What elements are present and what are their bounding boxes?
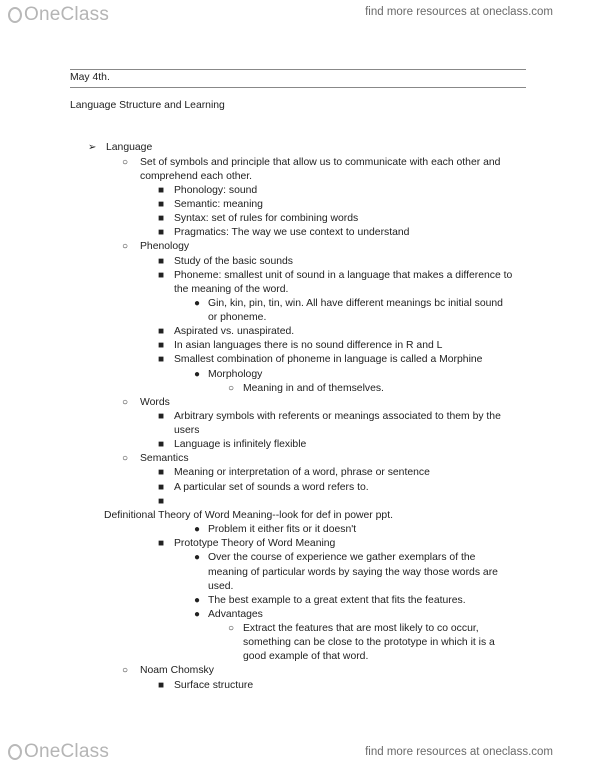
note-bullet: ■ bbox=[158, 482, 165, 493]
note-line: the meaning of the word. bbox=[174, 284, 289, 295]
note-line: Aspirated vs. unaspirated. bbox=[174, 326, 295, 337]
note-line: A particular set of sounds a word refers to. bbox=[174, 482, 369, 493]
note-line: Over the course of experience we gather exemplars of the bbox=[208, 552, 476, 563]
note-bullet: ■ bbox=[158, 185, 165, 196]
note-line: Extract the features that are most likely to co occur, bbox=[243, 623, 479, 634]
note-bullet: ○ bbox=[122, 241, 129, 252]
note-line: Gin, kin, pin, tin, win. All have different meanings bc initial sound bbox=[208, 298, 503, 309]
note-bullet: ■ bbox=[158, 538, 165, 549]
note-line: Language is infinitely flexible bbox=[174, 439, 307, 450]
note-line: Study of the basic sounds bbox=[174, 256, 293, 267]
note-line: good example of that word. bbox=[243, 651, 369, 662]
note-line: Definitional Theory of Word Meaning--look for def in power ppt. bbox=[104, 510, 393, 521]
note-line: Morphology bbox=[208, 369, 263, 380]
note-line: Language bbox=[106, 142, 153, 153]
logo-text: OneClass bbox=[24, 741, 110, 762]
note-line: comprehend each other. bbox=[140, 171, 253, 182]
note-line: The best example to a great extent that fits the features. bbox=[208, 595, 466, 606]
note-bullet: ■ bbox=[158, 439, 165, 450]
note-line: Words bbox=[140, 397, 170, 408]
note-bullet: ■ bbox=[158, 354, 165, 365]
note-bullet: ○ bbox=[122, 453, 129, 464]
note-line: Phonology: sound bbox=[174, 185, 258, 196]
note-line: users bbox=[174, 425, 200, 436]
note-bullet: ○ bbox=[228, 383, 235, 394]
note-line: Smallest combination of phoneme in language is called a Morphine bbox=[174, 354, 483, 365]
note-line: used. bbox=[208, 581, 234, 592]
note-line: Syntax: set of rules for combining words bbox=[174, 213, 359, 224]
note-line: Prototype Theory of Word Meaning bbox=[174, 538, 336, 549]
note-line: Problem it either fits or it doesn't bbox=[208, 524, 357, 535]
note-line: Surface structure bbox=[174, 680, 254, 691]
note-bullet: ○ bbox=[122, 397, 129, 408]
note-bullet: ■ bbox=[158, 340, 165, 351]
note-bullet: ● bbox=[194, 369, 201, 380]
date-divider bbox=[70, 87, 526, 88]
note-line: Arbitrary symbols with referents or meanings associated to them by the bbox=[174, 411, 501, 422]
note-bullet: ■ bbox=[158, 680, 165, 691]
note-date: May 4th. bbox=[70, 72, 110, 83]
note-bullet: ● bbox=[194, 298, 201, 309]
page-title: Language Structure and Learning bbox=[70, 100, 225, 111]
note-bullet: ○ bbox=[122, 665, 129, 676]
note-line: Advantages bbox=[208, 609, 263, 620]
resources-link-top[interactable]: find more resources at oneclass.com bbox=[365, 6, 553, 18]
note-line: something can be close to the prototype in which it is a bbox=[243, 637, 495, 648]
oneclass-logo-top bbox=[8, 4, 109, 26]
note-bullet: ■ bbox=[158, 213, 165, 224]
note-line: Noam Chomsky bbox=[140, 665, 214, 676]
note-line: Pragmatics: The way we use context to understand bbox=[174, 227, 410, 238]
oneclass-logo-bottom bbox=[8, 741, 109, 763]
note-bullet: ➢ bbox=[88, 142, 97, 153]
note-bullet: ■ bbox=[158, 411, 165, 422]
note-bullet: ■ bbox=[158, 199, 165, 210]
note-line: Phenology bbox=[140, 241, 190, 252]
note-bullet: ■ bbox=[158, 326, 165, 337]
note-line: In asian languages there is no sound difference in R and L bbox=[174, 340, 443, 351]
note-bullet: ● bbox=[194, 609, 201, 620]
note-line: Phoneme: smallest unit of sound in a language that makes a difference to bbox=[174, 270, 513, 281]
note-line: meaning of particular words by saying the way those words are bbox=[208, 567, 498, 578]
note-bullet: ■ bbox=[158, 270, 165, 281]
note-bullet: ● bbox=[194, 524, 201, 535]
note-bullet: ○ bbox=[228, 623, 235, 634]
note-bullet: ■ bbox=[158, 256, 165, 267]
top-divider bbox=[70, 69, 526, 70]
logo-mark-icon bbox=[8, 744, 22, 760]
logo-mark-icon bbox=[8, 7, 22, 23]
note-line: Semantics bbox=[140, 453, 189, 464]
logo-text: OneClass bbox=[24, 4, 110, 25]
note-bullet: ■ bbox=[158, 467, 165, 478]
note-bullet: ■ bbox=[158, 496, 165, 507]
note-line: or phoneme. bbox=[208, 312, 267, 323]
note-bullet: ■ bbox=[158, 227, 165, 238]
note-bullet: ● bbox=[194, 595, 201, 606]
note-line: Meaning or interpretation of a word, phrase or sentence bbox=[174, 467, 430, 478]
note-bullet: ● bbox=[194, 552, 201, 563]
note-line: Meaning in and of themselves. bbox=[243, 383, 384, 394]
note-bullet: ○ bbox=[122, 157, 129, 168]
note-line: Set of symbols and principle that allow us to communicate with each other and bbox=[140, 157, 501, 168]
note-line: Semantic: meaning bbox=[174, 199, 263, 210]
resources-link-bottom[interactable]: find more resources at oneclass.com bbox=[365, 746, 553, 758]
